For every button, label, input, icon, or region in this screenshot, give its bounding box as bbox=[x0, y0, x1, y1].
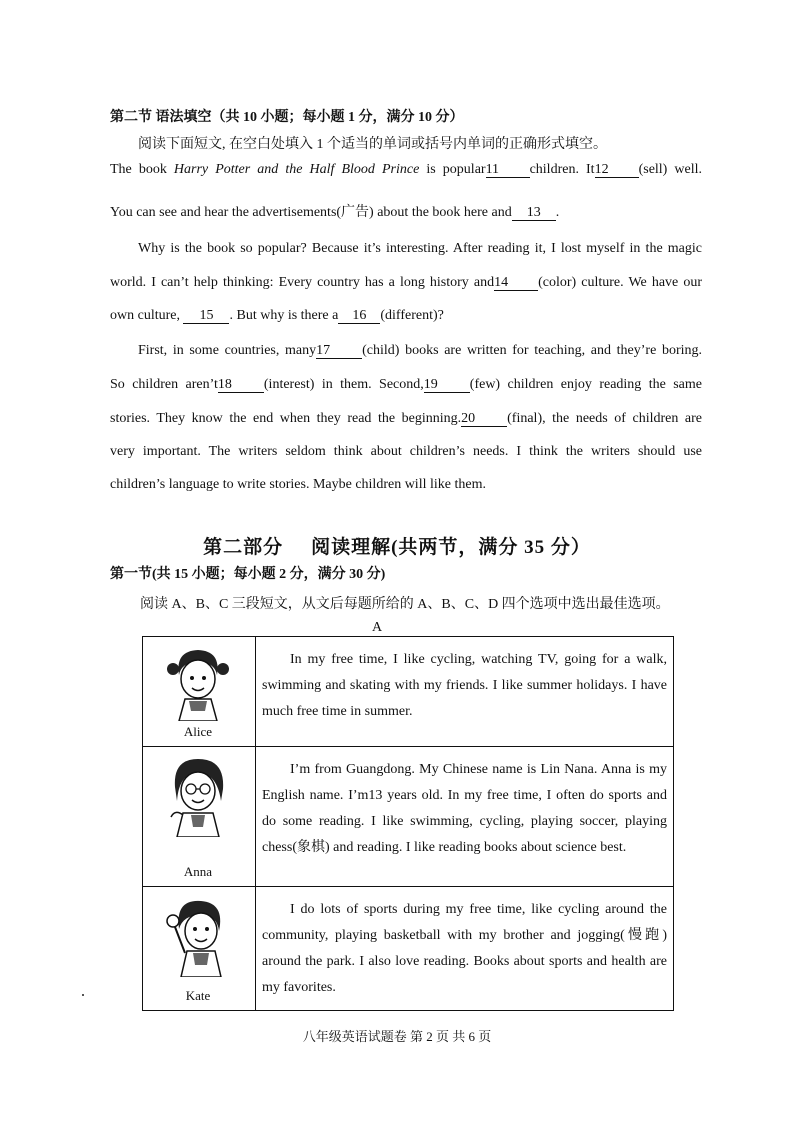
person-name: Alice bbox=[183, 724, 213, 739]
para1-line2: You can see and hear the advertisements(广告) about the book here and 13 . bbox=[110, 205, 560, 220]
reading-section-heading: 第一节(共 15 小题；每小题 2 分，满分 30 分) bbox=[110, 567, 386, 582]
page-footer: 八年级英语试题卷 第 2 页 共 6 页 bbox=[302, 1029, 492, 1044]
person-text: I do lots of sports during my free time, like cycling around the community, playing basketball with my brother and jogging(慢跑) around the park. I also love reading. Books about sports and health are my favorites. bbox=[256, 887, 674, 1011]
blank-16: 16 bbox=[338, 309, 380, 324]
table-row bbox=[143, 637, 674, 747]
passage-a-table bbox=[142, 636, 674, 1011]
para2-line1: Why is the book so popular? Because it’s interesting. After reading it, I lost myself in the magic bbox=[138, 241, 702, 256]
blank-20: 20 bbox=[461, 412, 507, 427]
avatar-cell bbox=[143, 637, 256, 747]
grammar-instruction: 阅读下面短文, 在空白处填入 1 个适当的单词或括号内单词的正确形式填空。 bbox=[138, 137, 607, 152]
para3-line2: So children aren’t18 (interest) in them. Second,19 (few) children enjoy reading the same bbox=[110, 377, 702, 392]
section-heading-grammar: 第二节 语法填空（共 10 小题；每小题 1 分，满分 10 分） bbox=[110, 110, 464, 125]
blank-15: 15 bbox=[183, 309, 229, 324]
reading-instruction: 阅读 A、B、C 三段短文，从文后每题所给的 A、B、C、D 四个选项中选出最佳选项。 bbox=[140, 597, 670, 612]
blank-14: 14 bbox=[494, 276, 538, 291]
para1-line1: The book Harry Potter and the Half Blood Prince is popular11 children. It12 (sell) well. bbox=[110, 162, 703, 177]
girl-cartoon-icon bbox=[165, 645, 231, 721]
para3-line3: stories. They know the end when they read the beginning.20 (final), the needs of children are bbox=[110, 411, 702, 426]
blank-13: 13 bbox=[512, 206, 556, 221]
girl-cartoon-icon bbox=[165, 895, 231, 977]
blank-18: 18 bbox=[218, 378, 264, 393]
table-row bbox=[143, 747, 674, 887]
girl-cartoon-icon bbox=[165, 755, 231, 837]
passage-label: A bbox=[371, 620, 383, 635]
avatar-cell bbox=[143, 887, 256, 1011]
para2-line3: own culture, 15 . But why is there a 16 (different)? bbox=[110, 308, 444, 323]
part2-title: 第二部分 阅读理解(共两节，满分 35 分） bbox=[203, 537, 591, 558]
person-name: Kate bbox=[185, 988, 211, 1003]
blank-11: 11 bbox=[486, 163, 530, 178]
avatar-cell bbox=[143, 747, 256, 887]
para3-line5: children’s language to write stories. Maybe children will like them. bbox=[110, 477, 486, 492]
person-name: Anna bbox=[183, 864, 213, 879]
blank-19: 19 bbox=[424, 378, 470, 393]
person-text: In my free time, I like cycling, watching TV, going for a walk, swimming and skating with my friends. I like summer holidays. I have much free time in summer. bbox=[256, 637, 674, 747]
person-text: I’m from Guangdong. My Chinese name is Lin Nana. Anna is my English name. I’m13 years old. In my free time, I often do sports and do some reading. I like swimming, cycling, playing soccer, playing chess(象棋) and reading. I like reading books about science best. bbox=[256, 747, 674, 887]
para3-line1: First, in some countries, many17 (child) books are written for teaching, and they’re boring. bbox=[138, 343, 702, 358]
table-row bbox=[143, 887, 674, 1011]
blank-17: 17 bbox=[316, 344, 362, 359]
blank-12: 12 bbox=[595, 163, 639, 178]
para2-line2: world. I can’t help thinking: Every country has a long history and14 (color) culture. We have our bbox=[110, 275, 702, 290]
book-title: Harry Potter and the Half Blood Prince bbox=[173, 162, 420, 177]
para3-line4: very important. The writers seldom think about children’s needs. I think the writers should use bbox=[110, 444, 702, 459]
scan-speck bbox=[82, 994, 84, 996]
